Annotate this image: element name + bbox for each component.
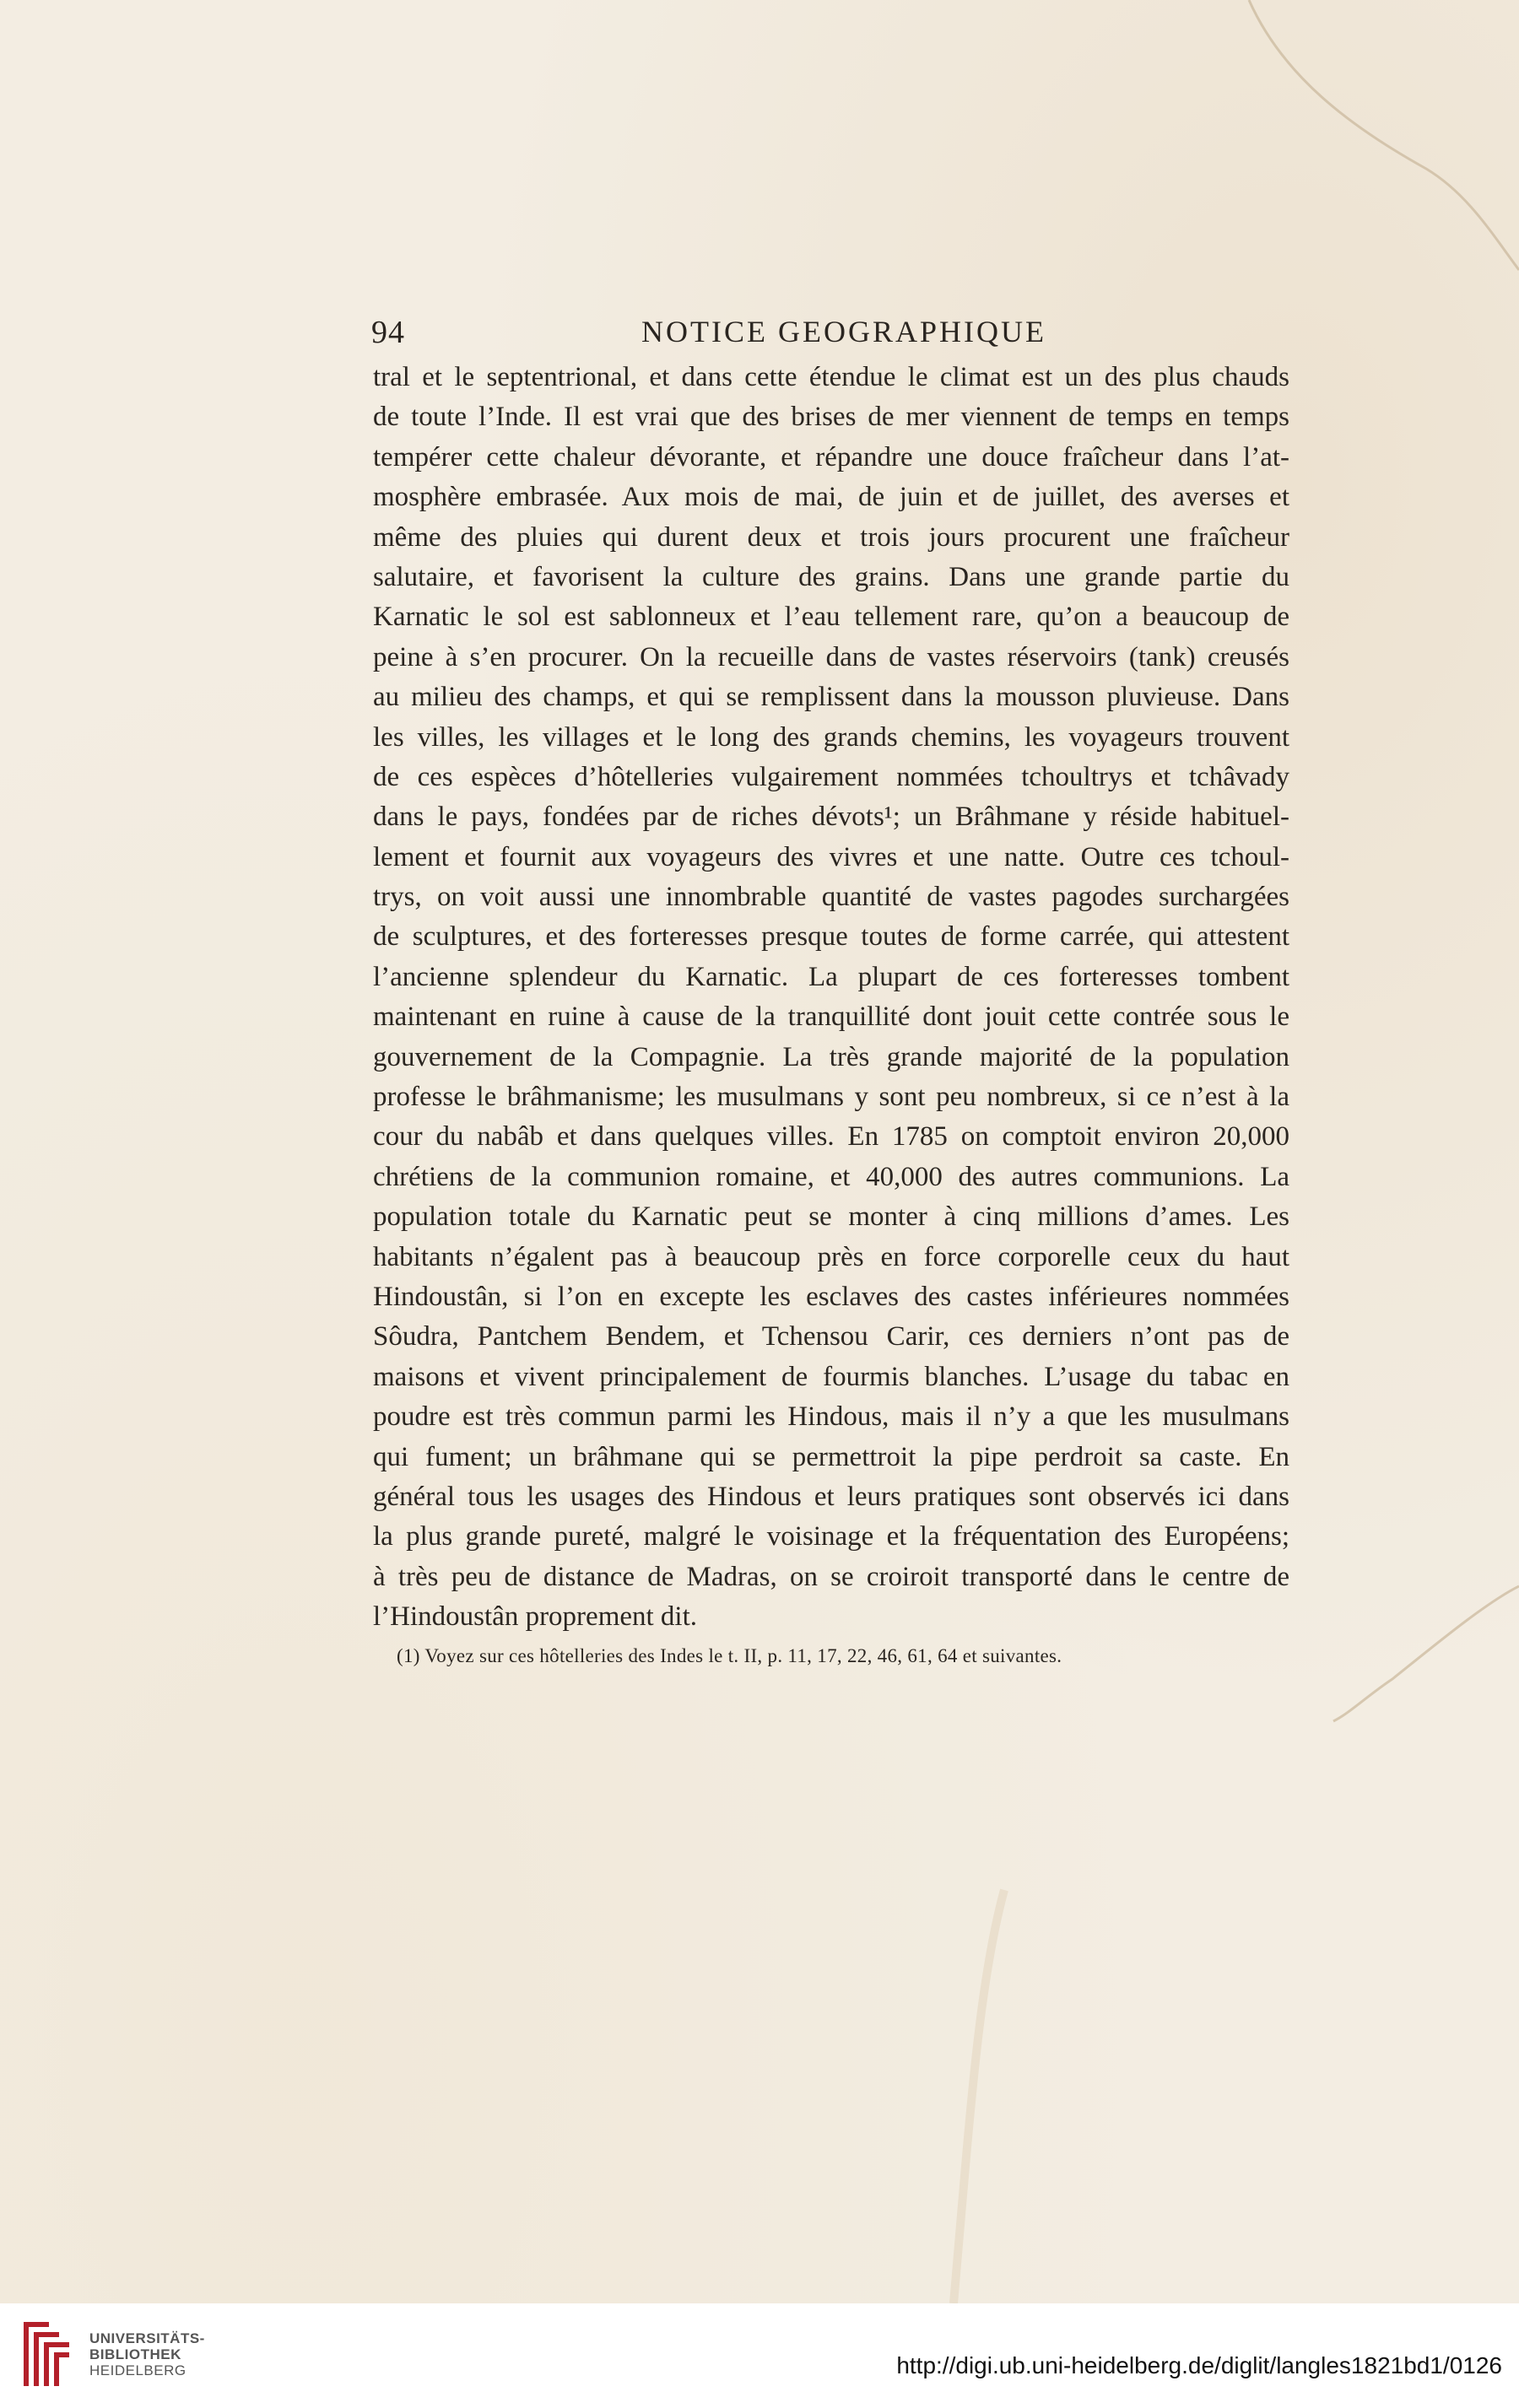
- text-line: habitants n’égalent pas à beaucoup près en force corporelle ceux du haut: [373, 1241, 1289, 1272]
- text-line: à très peu de distance de Madras, on se croiroit transporté dans le centre de: [373, 1561, 1289, 1592]
- text-line: l’Hindoustân proprement dit.: [373, 1601, 698, 1633]
- text-line: salutaire, et favorisent la culture des grains. Dans une grande partie du: [373, 561, 1289, 592]
- library-name: [89, 2330, 205, 2378]
- text-line: poudre est très commun parmi les Hindous, mais il n’y a que les musulmans: [373, 1401, 1289, 1433]
- text-line: Karnatic le sol est sablonneux et l’eau tellement rare, qu’on a beaucoup de: [373, 602, 1289, 633]
- text-line: maisons et vivent principalement de fourmis blanches. L’usage du tabac en: [373, 1361, 1289, 1392]
- footnote: (1) Voyez sur ces hôtelleries des Indes le t. II, p. 11, 17, 22, 46, 61, 64 et suivantes.: [397, 1645, 1062, 1666]
- text-line: les villes, les villages et le long des grands chemins, les voyageurs trouvent: [373, 721, 1289, 753]
- library-name-line-3: HEIDELBERG: [89, 2362, 186, 2378]
- text-line: chrétiens de la communion romaine, et 40,000 des autres communions. La: [373, 1161, 1289, 1192]
- text-line: général tous les usages des Hindous et leurs pratiques sont observés ici dans: [373, 1481, 1289, 1512]
- text-line: qui fument; un brâhmane qui se permettroit la pipe perdroit sa caste. En: [373, 1441, 1289, 1472]
- text-line: la plus grande pureté, malgré le voisinage et la fréquentation des Européens;: [373, 1521, 1289, 1552]
- text-line: de ces espèces d’hôtelleries vulgairement nommées tchoultrys et tchâvady: [373, 761, 1289, 792]
- text-line: gouvernement de la Compagnie. La très grande majorité de la population: [373, 1041, 1289, 1072]
- text-line: cour du nabâb et dans quelques villes. En 1785 on comptoit environ 20,000: [373, 1121, 1289, 1153]
- university-library-logo-icon: [15, 2310, 78, 2391]
- text-line: lement et fournit aux voyageurs des vivres et une natte. Outre ces tchoul-: [373, 841, 1289, 872]
- text-line: mosphère embrasée. Aux mois de mai, de juin et de juillet, des averses et: [373, 482, 1289, 513]
- text-line: même des pluies qui durent deux et trois jours procurent une fraîcheur: [373, 521, 1289, 553]
- text-line: Hindoustân, si l’on en excepte les esclaves des castes inférieures nommées: [373, 1281, 1289, 1312]
- text-line: Sôudra, Pantchem Bendem, et Tchensou Carir, ces derniers n’ont pas de: [373, 1321, 1289, 1352]
- text-line: professe le brâhmanisme; les musulmans y sont peu nombreux, si ce n’est à la: [373, 1082, 1289, 1113]
- text-line: trys, on voit aussi une innombrable quantité de vastes pagodes surchargées: [373, 882, 1289, 913]
- text-line: peine à s’en procurer. On la recueille dans de vastes réservoirs (tank) creusés: [373, 641, 1289, 672]
- library-name-line-2: BIBLIOTHEK: [89, 2346, 181, 2362]
- body-text: [373, 358, 1289, 1638]
- running-head: [371, 314, 1283, 356]
- text-line: dans le pays, fondées par de riches dévots¹; un Brâhmane y réside habituel-: [373, 802, 1289, 833]
- text-line: au milieu des champs, et qui se remplissent dans la mousson pluvieuse. Dans: [373, 682, 1289, 713]
- text-line: de toute l’Inde. Il est vrai que des brises de mer viennent de temps en temps: [373, 402, 1289, 433]
- page-number: 94: [371, 315, 405, 350]
- text-line: population totale du Karnatic peut se monter à cinq millions d’ames. Les: [373, 1201, 1289, 1233]
- text-line: tral et le septentrional, et dans cette étendue le climat est un des plus chauds: [373, 362, 1289, 392]
- text-line: de sculptures, et des forteresses presque toutes de forme carrée, qui attestent: [373, 921, 1289, 953]
- running-title: NOTICE GEOGRAPHIQUE: [641, 315, 1046, 348]
- source-url-link[interactable]: http://digi.ub.uni-heidelberg.de/diglit/langles1821bd1/0126: [896, 2352, 1502, 2378]
- text-line: maintenant en ruine à cause de la tranquillité dont jouit cette contrée sous le: [373, 1002, 1289, 1033]
- text-line: l’ancienne splendeur du Karnatic. La plupart de ces forteresses tombent: [373, 961, 1289, 992]
- text-line: tempérer cette chaleur dévorante, et répandre une douce fraîcheur dans l’at-: [373, 441, 1289, 472]
- library-name-line-1: UNIVERSITÄTS-: [89, 2330, 205, 2346]
